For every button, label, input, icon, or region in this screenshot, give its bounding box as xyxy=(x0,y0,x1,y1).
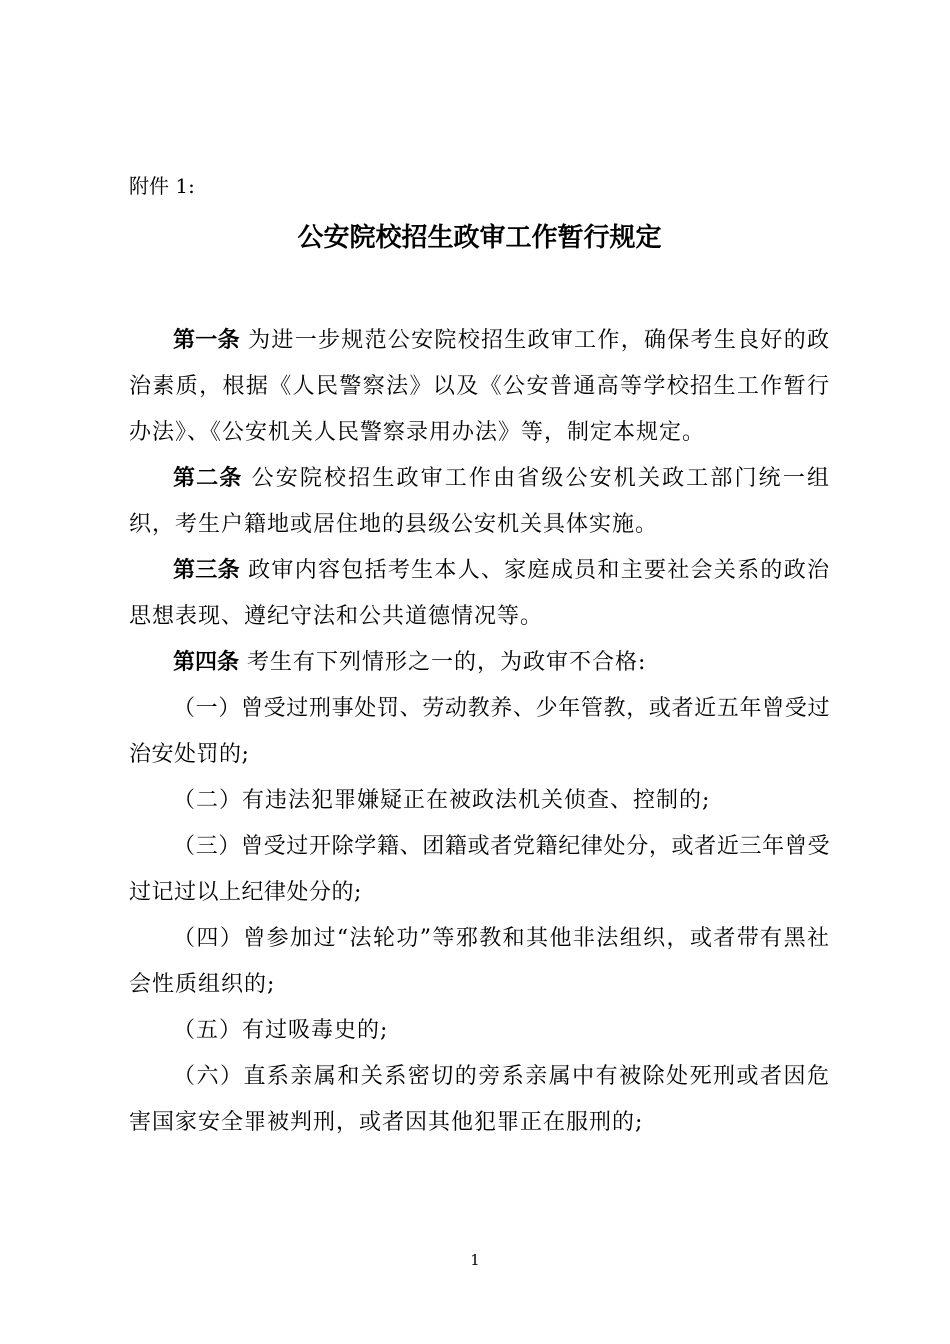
document-body xyxy=(129,318,830,1146)
article-2-paragraph xyxy=(129,456,830,548)
clause-5-paragraph: （五）有过吸毒史的; xyxy=(173,1018,389,1043)
article-1-paragraph xyxy=(129,318,830,456)
article-4-label: 第四条 xyxy=(173,650,240,675)
article-4-text: 考生有下列情形之一的，为政审不合格: xyxy=(247,650,647,675)
document-title: 公安院校招生政审工作暂行规定 xyxy=(297,223,662,253)
page-number: 1 xyxy=(470,1251,480,1269)
article-3-text: 政审内容包括考生本人、家庭成员和主要社会关系的政治思想表现、遵纪守法和公共道德情况等。 xyxy=(129,558,830,629)
document-page xyxy=(129,168,830,1146)
attachment-label: 附件 1: xyxy=(129,174,195,198)
clause-3-paragraph: （三）曾受过开除学籍、团籍或者党籍纪律处分，或者近三年曾受过记过以上纪律处分的; xyxy=(129,834,830,905)
article-3-label: 第三条 xyxy=(173,558,240,583)
article-2-label: 第二条 xyxy=(173,466,243,491)
article-2-text: 公安院校招生政审工作由省级公安机关政工部门统一组织，考生户籍地或居住地的县级公安机关具体实施。 xyxy=(129,466,830,537)
article-1-text: 为进一步规范公安院校招生政审工作，确保考生良好的政治素质，根据《人民警察法》以及《公安普通高等学校招生工作暂行办法》、《公安机关人民警察录用办法》等，制定本规定。 xyxy=(129,328,830,445)
clause-4-paragraph: （四）曾参加过“法轮功”等邪教和其他非法组织，或者带有黑社会性质组织的; xyxy=(129,926,830,997)
clause-2-paragraph: （二）有违法犯罪嫌疑正在被政法机关侦查、控制的; xyxy=(173,788,711,813)
clause-1-paragraph: （一）曾受过刑事处罚、劳动教养、少年管教，或者近五年曾受过治安处罚的; xyxy=(129,696,830,767)
article-1-label: 第一条 xyxy=(173,328,240,353)
article-4-paragraph xyxy=(129,640,830,686)
article-3-paragraph xyxy=(129,548,830,640)
clause-6-paragraph: （六）直系亲属和关系密切的旁系亲属中有被除处死刑或者因危害国家安全罪被判刑，或者因其他犯罪正在服刑的; xyxy=(129,1064,830,1135)
